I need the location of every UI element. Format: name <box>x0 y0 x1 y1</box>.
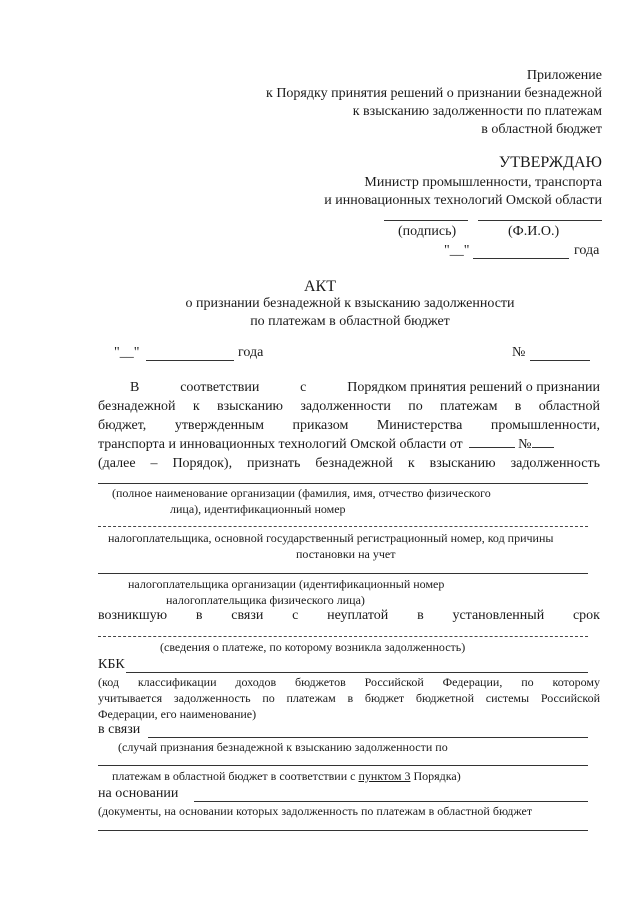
hint-case-1: (случай признания безнадежной к взысканию задолженности по <box>118 740 448 754</box>
act-subtitle-2: по платежам в областной бюджет <box>250 314 450 329</box>
act-title: АКТ <box>304 278 336 295</box>
payment-line <box>98 636 588 637</box>
paragraph-line-1: В соответствии с Порядком принятия решений о признании <box>130 380 600 395</box>
hint-tax-2: постановки на учет <box>296 547 396 561</box>
paragraph-line-5: (далее – Порядок), признать безнадежной к взысканию задолженность <box>98 456 600 471</box>
signature-line <box>384 220 468 221</box>
approve-line-1: Министр промышленности, транспорта <box>364 175 602 190</box>
hint-inn-2: налогоплательщика физического лица) <box>166 593 365 607</box>
hint-tax-1: налогоплательщика, основной государственный регистрационный номер, код причины <box>108 531 554 545</box>
act-date-day: "__" <box>114 345 140 360</box>
approve-title: УТВЕРЖДАЮ <box>498 154 602 171</box>
approve-date-month-line <box>473 258 569 259</box>
basis-line <box>194 801 588 802</box>
in-connection-label: в связи <box>98 722 141 737</box>
act-number-line <box>530 360 590 361</box>
arisen-line: возникшую в связи с неуплатой в установленный срок <box>98 608 600 623</box>
paragraph-line-3: бюджет, утвержденным приказом Министерства промышленности, <box>98 418 600 433</box>
appendix-line-3: к взысканию задолженности по платежам <box>352 104 602 119</box>
paragraph-line-2: безнадежной к взысканию задолженности по платежам в областной <box>98 399 600 414</box>
hint-kbk-2: учитывается задолженность по платежам в бюджет бюджетной системы Российской <box>98 691 600 705</box>
hint-payment: (сведения о платеже, по которому возникла задолженность) <box>160 640 466 654</box>
fio-label: (Ф.И.О.) <box>508 224 560 239</box>
act-date-year: года <box>238 345 264 360</box>
hint-case-2: платежам в областной бюджет в соответствии с пунктом 3 Порядка) <box>112 769 461 783</box>
inn-line <box>98 573 588 574</box>
signature-label: (подпись) <box>398 224 457 239</box>
in-connection-line <box>148 737 588 738</box>
approve-date-day: "__" <box>444 243 470 258</box>
fio-line <box>478 220 602 221</box>
hint-org-2: лица), идентификационный номер <box>170 502 346 516</box>
appendix-line-2: к Порядку принятия решений о признании безнадежной <box>266 86 602 101</box>
hint-kbk-1: (код классификации доходов бюджетов Российской Федерации, по которому <box>98 675 600 689</box>
docs-line <box>98 830 588 831</box>
hint-kbk-3: Федерации, его наименование) <box>98 707 257 721</box>
act-subtitle-1: о признании безнадежной к взысканию задолженности <box>185 296 515 311</box>
approve-line-2: и инновационных технологий Омской области <box>324 193 602 208</box>
basis-label: на основании <box>98 786 179 801</box>
hint-org-1: (полное наименование организации (фамилия, имя, отчество физического <box>112 486 491 500</box>
tax-line <box>98 526 588 527</box>
act-date-month-line <box>146 360 234 361</box>
kbk-line <box>126 672 588 673</box>
act-number-sign: № <box>512 345 526 360</box>
hint-inn-1: налогоплательщика организации (идентификационный номер <box>128 577 445 591</box>
org-line <box>98 483 588 484</box>
hint-docs: (документы, на основании которых задолженность по платежам в областной бюджет <box>98 804 533 818</box>
case-line <box>98 765 588 766</box>
appendix-line-4: в областной бюджет <box>481 122 602 137</box>
kbk-label: КБК <box>98 657 125 672</box>
clause-3-link[interactable]: пунктом 3 <box>358 769 411 783</box>
approve-date-year: года <box>574 243 600 258</box>
appendix-line-1: Приложение <box>526 68 602 83</box>
paragraph-line-4: транспорта и инновационных технологий Омской области от № <box>98 437 554 453</box>
